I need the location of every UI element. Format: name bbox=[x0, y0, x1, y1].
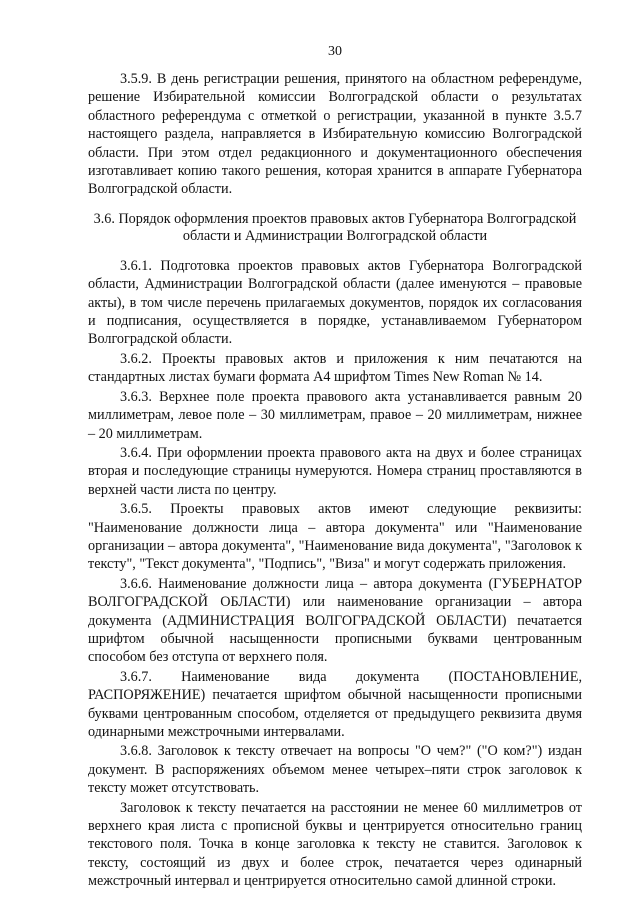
paragraph-3-6-8: 3.6.8. Заголовок к тексту отвечает на вопросы "О чем?" ("О ком?") издан документ. В распоряжениях объемом менее четырех–пяти строк заголовок к тексту может отсутствовать. bbox=[88, 743, 582, 797]
paragraph-3-6-4: 3.6.4. При оформлении проекта правового акта на двух и более страницах вторая и последующие страницы нумеруются. Номера страниц проставляются в верхней части листа по центру. bbox=[88, 444, 582, 498]
paragraph-3-5-9: 3.5.9. В день регистрации решения, принятого на областном референдуме, решение Избирательной комиссии Волгоградской области о результатах областного референдума с отметкой о регистрации, указанной в пункте 3.5.7 настоящего раздела, направляется в Избирательную комиссию Волгоградской области. При этом отдел редакционного и документационного обеспечения изготавливает копию такого решения, которая хранится в аппарате Губернатора Волгоградской области. bbox=[88, 71, 582, 198]
paragraph-3-6-6: 3.6.6. Наименование должности лица – автора документа (ГУБЕРНАТОР ВОЛГОГРАДСКОЙ ОБЛАСТИ) или наименование организации – автора документа (АДМИНИСТРАЦИЯ ВОЛГОГРАДСКОЙ ОБЛАСТИ) печатается шрифтом обычной насыщенности прописными буквами центрованным способом без отступа от верхнего поля. bbox=[88, 575, 582, 666]
paragraph-3-6-8-continued: Заголовок к тексту печатается на расстоянии не менее 60 миллиметров от верхнего края листа с прописной буквы и центрируется относительно границ текстового поля. Точка в конце заголовка к тексту не ставится. Заголовок к тексту, состоящий из двух и более строк, печатается через одинарный межстрочный интервал и центрируется относительно самой длинной строки. bbox=[88, 799, 582, 890]
paragraph-3-6-7: 3.6.7. Наименование вида документа (ПОСТАНОВЛЕНИЕ, РАСПОРЯЖЕНИЕ) печатается шрифтом обычной насыщенности прописными буквами центрованным способом, отделяется от предыдущего реквизита двумя одинарными межстрочными интервалами. bbox=[88, 668, 582, 740]
section-heading-3-6: 3.6. Порядок оформления проектов правовых актов Губернатора Волгоградской области и Администрации Волгоградской области bbox=[93, 210, 577, 244]
paragraph-3-6-2: 3.6.2. Проекты правовых актов и приложения к ним печатаются на стандартных листах бумаги формата А4 шрифтом Times New Roman № 14. bbox=[88, 350, 582, 386]
paragraph-3-6-5: 3.6.5. Проекты правовых актов имеют следующие реквизиты: "Наименование должности лица – автора документа" или "Наименование организации – автора документа", "Наименование вида документа", "Заголовок к тексту", "Текст документа", "Подпись", "Виза" и могут содержать приложения. bbox=[88, 501, 582, 573]
paragraph-3-6-1: 3.6.1. Подготовка проектов правовых актов Губернатора Волгоградской области, Администрации Волгоградской области (далее именуются – правовые акты), в том числе перечень прилагаемых документов, порядок их согласования и подписания, осуществляется в порядке, устанавливаемом Губернатором Волгоградской области. bbox=[88, 257, 582, 348]
paragraph-3-6-3: 3.6.3. Верхнее поле проекта правового акта устанавливается равным 20 миллиметрам, левое поле – 30 миллиметрам, правое – 20 миллиметрам, нижнее – 20 миллиметрам. bbox=[88, 388, 582, 442]
page-number: 30 bbox=[328, 44, 342, 59]
document-body bbox=[88, 70, 582, 891]
